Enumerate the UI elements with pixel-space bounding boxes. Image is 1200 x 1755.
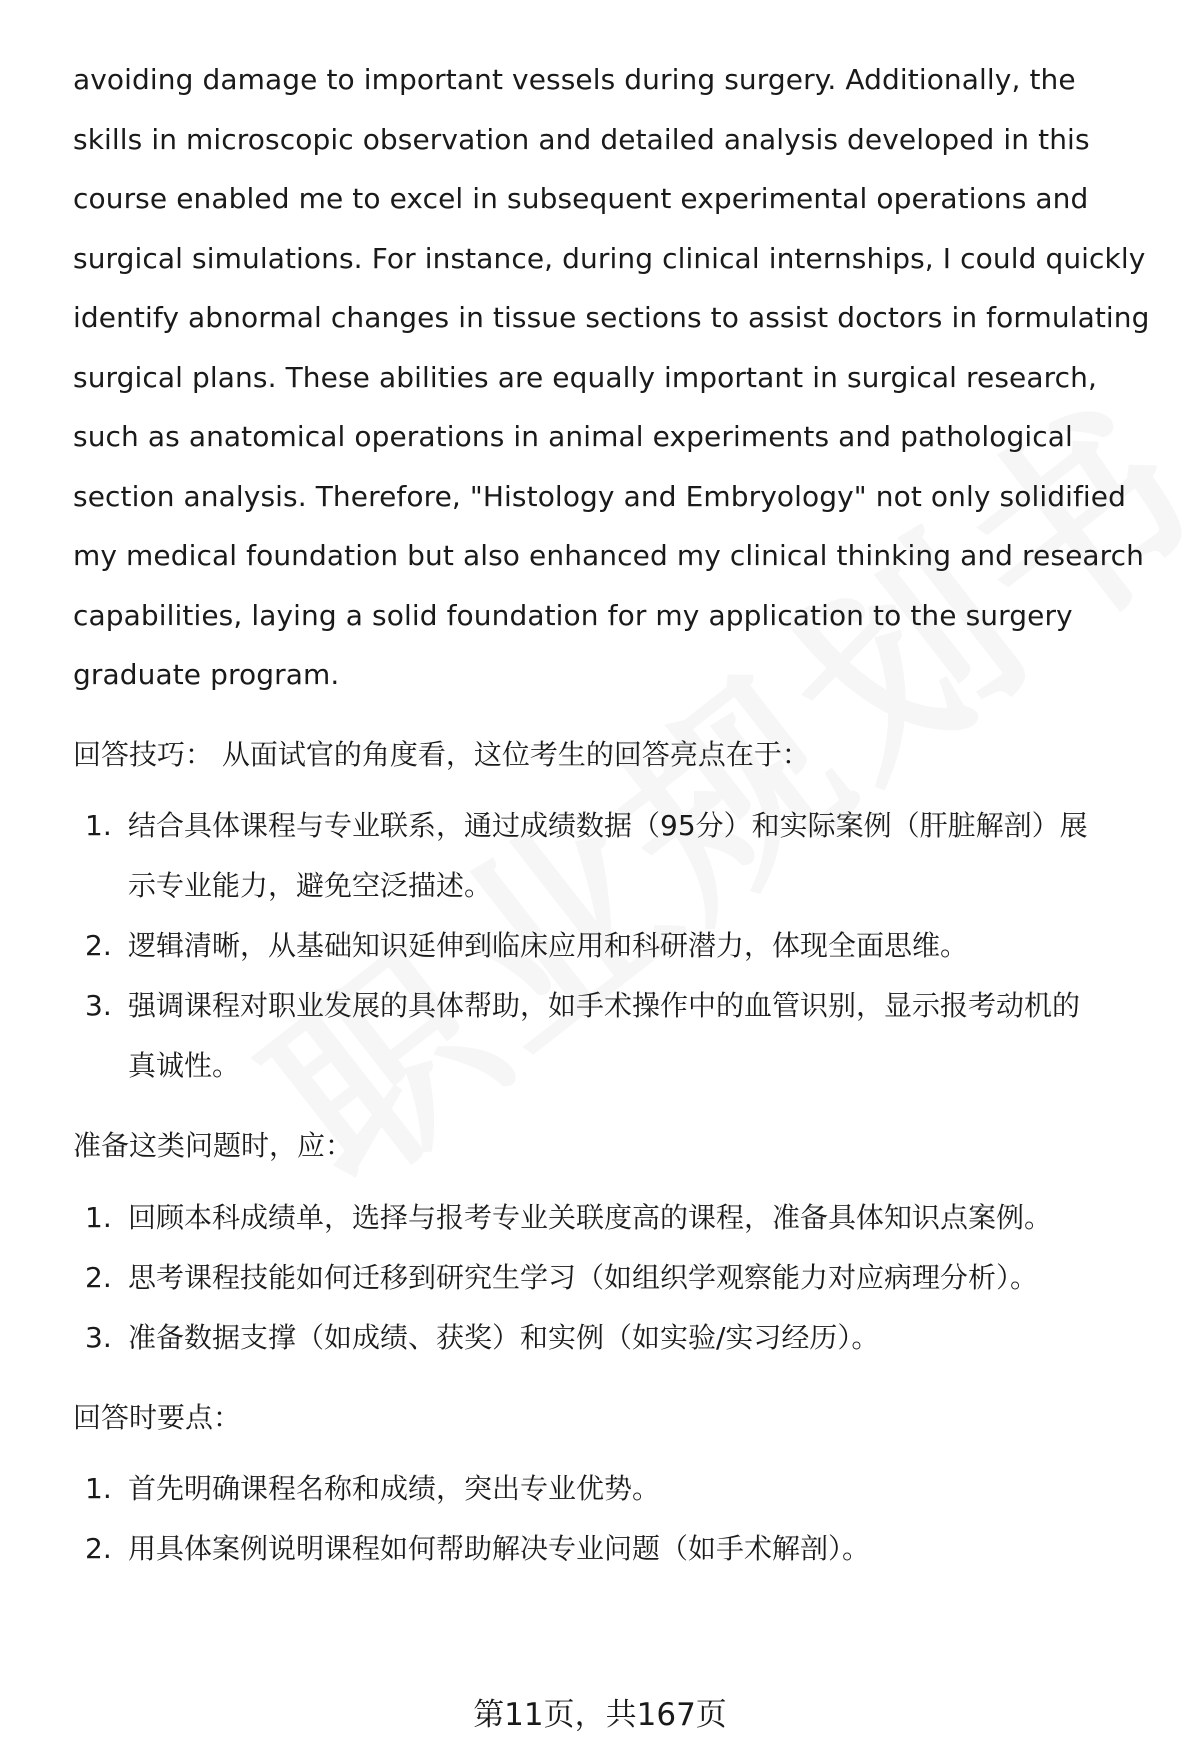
list-item-text: 真诚性。 (128, 1049, 241, 1082)
list-number: 2. (85, 1260, 112, 1294)
paragraph-line: surgical simulations. For instance, during clinical internships, I could quickly (73, 241, 1146, 275)
paragraph-line: capabilities, laying a solid foundation for my application to the surgery (73, 598, 1073, 632)
list-item-text: 结合具体课程与专业联系，通过成绩数据（95分）和实际案例（肝脏解剖）展 (128, 809, 1088, 842)
list-number: 3. (85, 989, 112, 1022)
list-item-text: 强调课程对职业发展的具体帮助，如手术操作中的血管识别，显示报考动机的 (128, 989, 1081, 1022)
list-item-text: 逻辑清晰，从基础知识延伸到临床应用和科研潜力，体现全面思维。 (128, 929, 969, 962)
list-item-text: 用具体案例说明课程如何帮助解决专业问题（如手术解剖）。 (128, 1532, 871, 1565)
continuation-paragraph (73, 50, 1158, 705)
tips-heading: 回答技巧： 从面试官的角度看，这位考生的回答亮点在于： (73, 737, 810, 771)
list-item (73, 1308, 1158, 1368)
list-item (73, 796, 1158, 916)
document-page (73, 50, 1158, 1579)
paragraph-line: graduate program. (73, 658, 340, 691)
list-item (73, 1519, 1158, 1579)
list-number: 2. (85, 1532, 112, 1565)
list-number: 2. (85, 929, 112, 962)
tips-section (73, 725, 1158, 1097)
prepare-list (73, 1188, 1158, 1368)
tips-list (73, 796, 1158, 1096)
paragraph-line: my medical foundation but also enhanced my clinical thinking and research (73, 539, 1144, 572)
list-number: 3. (85, 1320, 112, 1354)
list-item (73, 976, 1158, 1096)
list-item (73, 916, 1158, 976)
list-item-text: 首先明确课程名称和成绩，突出专业优势。 (128, 1472, 661, 1505)
list-number: 1. (85, 1472, 112, 1505)
paragraph-line: skills in microscopic observation and detailed analysis developed in this (73, 122, 1090, 156)
list-item (73, 1459, 1158, 1519)
prepare-section (73, 1116, 1158, 1368)
list-item (73, 1188, 1158, 1248)
page-number-footer: 第11页，共167页 (473, 1697, 727, 1733)
list-item-text: 示专业能力，避免空泛描述。 (128, 869, 493, 902)
list-item-text: 回顾本科成绩单，选择与报考专业关联度高的课程，准备具体知识点案例。 (128, 1200, 1053, 1234)
prepare-heading: 准备这类问题时，应： (73, 1129, 354, 1162)
key-points-list (73, 1459, 1158, 1579)
paragraph-line: identify abnormal changes in tissue sections to assist doctors in formulating (73, 301, 1150, 334)
paragraph-line: surgical plans. These abilities are equally important in surgical research, (73, 360, 1097, 394)
list-item-text: 思考课程技能如何迁移到研究生学习（如组织学观察能力对应病理分析）。 (128, 1260, 1039, 1294)
list-item (73, 1248, 1158, 1308)
paragraph-line: avoiding damage to important vessels during surgery. Additionally, the (73, 63, 1076, 96)
paragraph-line: such as anatomical operations in animal experiments and pathological (73, 420, 1073, 453)
list-number: 1. (85, 1200, 112, 1234)
key-points-heading: 回答时要点： (73, 1400, 242, 1434)
paragraph-line: course enabled me to excel in subsequent experimental operations and (73, 182, 1089, 215)
list-item-text: 准备数据支撑（如成绩、获奖）和实例（如实验/实习经历）。 (128, 1320, 880, 1354)
list-number: 1. (85, 809, 112, 842)
key-points-section (73, 1388, 1158, 1580)
paragraph-line: section analysis. Therefore, "Histology and Embryology" not only solidified (73, 479, 1127, 513)
